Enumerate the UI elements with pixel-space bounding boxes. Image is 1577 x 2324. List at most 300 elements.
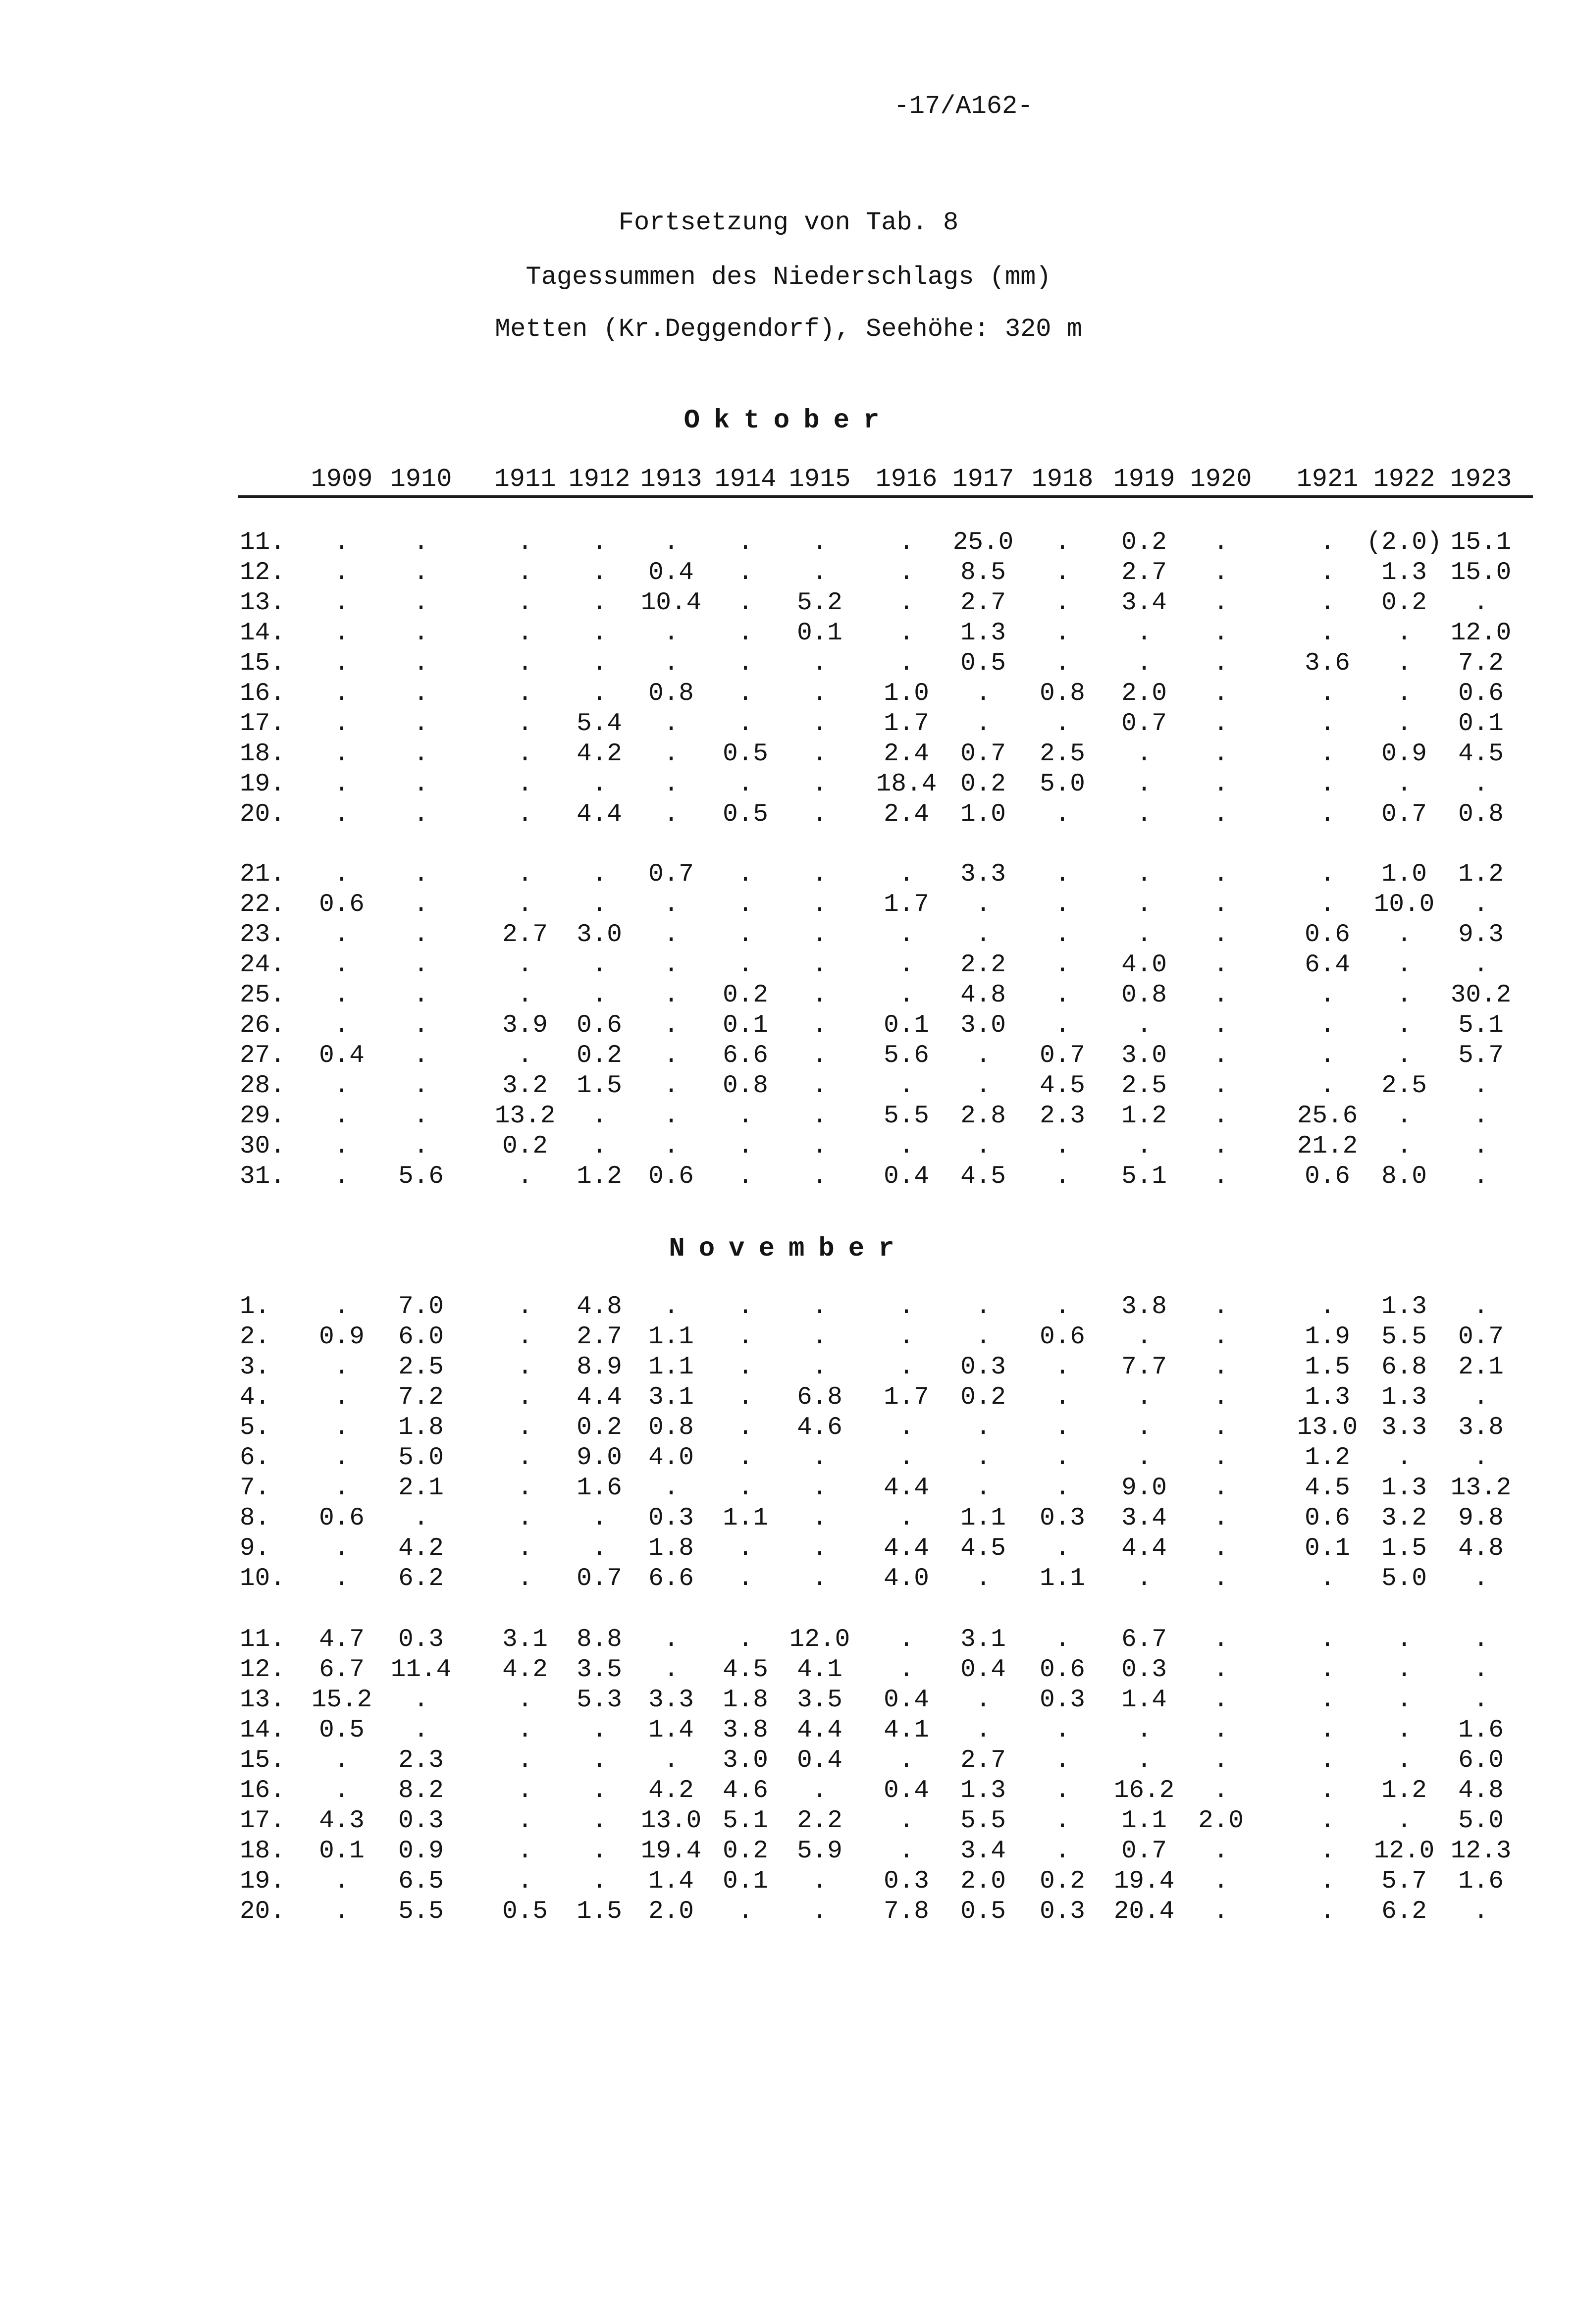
value-cell: . [1319, 891, 1335, 919]
value-cell: 25.6 [1297, 1102, 1358, 1130]
value-cell: . [1319, 1746, 1335, 1775]
value-cell: . [1213, 800, 1229, 829]
value-cell: . [413, 860, 429, 889]
value-cell: . [1213, 1716, 1229, 1744]
value-cell: . [1136, 770, 1152, 798]
value-cell: . [812, 1504, 828, 1532]
value-cell: . [812, 1102, 828, 1130]
value-cell: 0.4 [884, 1777, 929, 1805]
value-cell: 16.2 [1113, 1777, 1175, 1805]
value-cell: . [1473, 1132, 1489, 1161]
value-cell: . [334, 1534, 350, 1563]
day-label: 30. [240, 1132, 285, 1161]
value-cell: 6.7 [1121, 1626, 1167, 1654]
value-cell: . [517, 1474, 533, 1502]
value-cell: 20.4 [1113, 1898, 1175, 1926]
table-row [0, 739, 1577, 770]
value-cell: . [591, 1504, 607, 1532]
value-cell: 0.7 [1040, 1042, 1085, 1070]
table-row [0, 1382, 1577, 1413]
value-cell: . [1319, 1898, 1335, 1926]
value-cell: 4.5 [1040, 1072, 1085, 1100]
value-cell: . [517, 1746, 533, 1775]
value-cell: . [898, 619, 914, 647]
value-cell: . [1054, 1746, 1070, 1775]
value-cell: 6.2 [1381, 1898, 1427, 1926]
value-cell: 1.2 [577, 1162, 622, 1191]
value-cell: 7.8 [884, 1898, 929, 1926]
value-cell: 0.4 [797, 1746, 842, 1775]
value-cell: . [517, 981, 533, 1009]
value-cell: . [1136, 1011, 1152, 1040]
value-cell: . [975, 1474, 991, 1502]
value-cell: . [1054, 649, 1070, 678]
value-cell: 1.6 [1458, 1867, 1504, 1896]
value-cell: 8.9 [577, 1353, 622, 1381]
value-cell: . [1473, 1102, 1489, 1130]
table-subtitle: Tagessummen des Niederschlags (mm) [526, 263, 1051, 292]
table-row [0, 618, 1577, 649]
value-cell: . [737, 649, 753, 678]
value-cell: . [812, 528, 828, 557]
value-cell: 6.0 [1458, 1746, 1504, 1775]
value-cell: 5.7 [1381, 1867, 1427, 1896]
value-cell: 2.0 [1198, 1807, 1244, 1835]
value-cell: . [591, 981, 607, 1009]
value-cell: 0.5 [319, 1716, 365, 1744]
value-cell: 4.8 [1458, 1534, 1504, 1563]
day-label: 16. [240, 680, 285, 708]
value-cell: 1.7 [884, 891, 929, 919]
value-cell: . [1319, 1072, 1335, 1100]
value-cell: . [1396, 649, 1412, 678]
day-label: 21. [240, 860, 285, 889]
value-cell: . [334, 1353, 350, 1381]
value-cell: . [1213, 981, 1229, 1009]
value-cell: . [1396, 981, 1412, 1009]
value-cell: 4.5 [960, 1162, 1006, 1191]
value-cell: 10.4 [640, 589, 702, 617]
day-label: 5. [240, 1414, 270, 1442]
value-cell: 3.8 [1121, 1293, 1167, 1321]
value-cell: 4.5 [723, 1656, 768, 1684]
value-cell: . [1213, 1534, 1229, 1563]
value-cell: 6.8 [1381, 1353, 1427, 1381]
value-cell: . [663, 649, 679, 678]
value-cell: 1.3 [1381, 1293, 1427, 1321]
value-cell: . [1213, 528, 1229, 557]
value-cell: 0.7 [648, 860, 694, 889]
value-cell: . [334, 619, 350, 647]
value-cell: . [517, 1414, 533, 1442]
value-cell: 2.0 [960, 1867, 1006, 1896]
value-cell: 4.4 [884, 1474, 929, 1502]
year-1923: 1923 [1450, 465, 1512, 494]
value-cell: 0.3 [884, 1867, 929, 1896]
value-cell: . [1213, 1837, 1229, 1865]
year-1919: 1919 [1113, 465, 1175, 494]
value-cell: . [1054, 921, 1070, 949]
day-label: 27. [240, 1042, 285, 1070]
value-cell: 0.9 [398, 1837, 444, 1865]
value-cell: . [1319, 740, 1335, 768]
day-label: 20. [240, 800, 285, 829]
value-cell: . [1319, 710, 1335, 738]
value-cell: . [898, 528, 914, 557]
day-label: 10. [240, 1565, 285, 1593]
value-cell: 3.6 [1305, 649, 1350, 678]
value-cell: . [413, 921, 429, 949]
value-cell: . [334, 1293, 350, 1321]
value-cell: . [898, 1293, 914, 1321]
value-cell: 6.6 [723, 1042, 768, 1070]
value-cell: . [898, 1626, 914, 1654]
value-cell: 4.6 [797, 1414, 842, 1442]
value-cell: . [975, 1323, 991, 1351]
value-cell: . [1473, 589, 1489, 617]
value-cell: 2.3 [398, 1746, 444, 1775]
value-cell: . [737, 1102, 753, 1130]
table-row [0, 1473, 1577, 1504]
value-cell: . [1396, 1102, 1412, 1130]
value-cell: . [1136, 1383, 1152, 1412]
value-cell: . [334, 1777, 350, 1805]
table-row [0, 528, 1577, 558]
day-label: 15. [240, 1746, 285, 1775]
table-row [0, 950, 1577, 981]
value-cell: . [517, 1444, 533, 1472]
year-1920: 1920 [1190, 465, 1252, 494]
value-cell: . [413, 1011, 429, 1040]
value-cell: 4.0 [648, 1444, 694, 1472]
value-cell: . [663, 1474, 679, 1502]
value-cell: . [1213, 1414, 1229, 1442]
value-cell: . [1213, 680, 1229, 708]
value-cell: . [1213, 1686, 1229, 1714]
value-cell: . [1213, 951, 1229, 979]
table-row [0, 1443, 1577, 1474]
value-cell: . [413, 589, 429, 617]
table-row [0, 1503, 1577, 1534]
value-cell: . [1213, 619, 1229, 647]
value-cell: . [334, 1867, 350, 1896]
value-cell: 4.1 [884, 1716, 929, 1744]
value-cell: . [1213, 1323, 1229, 1351]
value-cell: 4.4 [1121, 1534, 1167, 1563]
table-row [0, 1866, 1577, 1897]
value-cell: . [1054, 528, 1070, 557]
value-cell: . [1319, 1042, 1335, 1070]
value-cell: 9.3 [1458, 921, 1504, 949]
value-cell: 2.7 [502, 921, 548, 949]
value-cell: . [663, 1293, 679, 1321]
value-cell: . [1213, 559, 1229, 587]
value-cell: 5.9 [797, 1837, 842, 1865]
value-cell: . [812, 1353, 828, 1381]
value-cell: 9.8 [1458, 1504, 1504, 1532]
value-cell: . [1213, 589, 1229, 617]
day-label: 7. [240, 1474, 270, 1502]
value-cell: 1.3 [1381, 1383, 1427, 1412]
value-cell: 1.5 [1381, 1534, 1427, 1563]
value-cell: . [663, 921, 679, 949]
year-1915: 1915 [788, 465, 851, 494]
value-cell: . [898, 981, 914, 1009]
value-cell: . [737, 921, 753, 949]
table-row [0, 1625, 1577, 1655]
value-cell: 1.0 [1381, 860, 1427, 889]
value-cell: 1.8 [648, 1534, 694, 1563]
value-cell: . [663, 891, 679, 919]
value-cell: . [413, 1716, 429, 1744]
value-cell: . [737, 1898, 753, 1926]
value-cell: 4.8 [960, 981, 1006, 1009]
value-cell: 4.3 [319, 1807, 365, 1835]
value-cell: . [812, 680, 828, 708]
value-cell: . [1319, 680, 1335, 708]
value-cell: 9.0 [577, 1444, 622, 1472]
value-cell: 0.6 [648, 1162, 694, 1191]
value-cell: 4.7 [319, 1626, 365, 1654]
value-cell: . [517, 951, 533, 979]
value-cell: . [517, 559, 533, 587]
value-cell: . [1054, 1132, 1070, 1161]
value-cell: 6.7 [319, 1656, 365, 1684]
value-cell: . [1213, 1072, 1229, 1100]
value-cell: . [1319, 1293, 1335, 1321]
value-cell: . [898, 1807, 914, 1835]
value-cell: . [737, 1474, 753, 1502]
value-cell: . [1213, 1474, 1229, 1502]
value-cell: 1.4 [1121, 1686, 1167, 1714]
value-cell: . [1396, 1626, 1412, 1654]
value-cell: . [1213, 1504, 1229, 1532]
value-cell: . [663, 1011, 679, 1040]
value-cell: 0.8 [1121, 981, 1167, 1009]
value-cell: . [663, 1072, 679, 1100]
value-cell: 0.4 [884, 1162, 929, 1191]
value-cell: . [334, 1162, 350, 1191]
value-cell: 3.3 [1381, 1414, 1427, 1442]
year-1918: 1918 [1031, 465, 1094, 494]
value-cell: 0.9 [1381, 740, 1427, 768]
day-label: 28. [240, 1072, 285, 1100]
value-cell: . [413, 981, 429, 1009]
value-cell: . [1473, 1565, 1489, 1593]
value-cell: . [591, 1837, 607, 1865]
value-cell: . [1136, 1323, 1152, 1351]
value-cell: 0.7 [1121, 710, 1167, 738]
value-cell: 25.0 [952, 528, 1014, 557]
value-cell: . [898, 1746, 914, 1775]
value-cell: 5.1 [723, 1807, 768, 1835]
value-cell: . [334, 528, 350, 557]
value-cell: 4.8 [1458, 1777, 1504, 1805]
day-label: 25. [240, 981, 285, 1009]
table-row [0, 1715, 1577, 1746]
value-cell: . [1213, 1565, 1229, 1593]
page-number: -17/A162- [894, 92, 1033, 121]
value-cell: . [898, 1444, 914, 1472]
value-cell: 4.4 [797, 1716, 842, 1744]
value-cell: 1.3 [960, 1777, 1006, 1805]
value-cell: . [737, 860, 753, 889]
value-cell: . [334, 589, 350, 617]
value-cell: 0.6 [319, 891, 365, 919]
value-cell: . [1396, 619, 1412, 647]
table-row [0, 1655, 1577, 1686]
value-cell: . [413, 559, 429, 587]
table-row [0, 1776, 1577, 1806]
value-cell: 0.5 [723, 800, 768, 829]
table-row [0, 588, 1577, 619]
value-cell: 4.2 [577, 740, 622, 768]
value-cell: 0.6 [577, 1011, 622, 1040]
value-cell: . [1396, 921, 1412, 949]
value-cell: 7.7 [1121, 1353, 1167, 1381]
table-row [0, 799, 1577, 830]
value-cell: 3.4 [960, 1837, 1006, 1865]
day-label: 29. [240, 1102, 285, 1130]
day-label: 17. [240, 710, 285, 738]
day-label: 15. [240, 649, 285, 678]
value-cell: . [1319, 559, 1335, 587]
value-cell: . [334, 1383, 350, 1412]
value-cell: 4.2 [502, 1656, 548, 1684]
table-row [0, 709, 1577, 739]
day-label: 13. [240, 1686, 285, 1714]
value-cell: 3.3 [648, 1686, 694, 1714]
value-cell: 3.3 [960, 860, 1006, 889]
value-cell: . [898, 1323, 914, 1351]
value-cell: . [663, 951, 679, 979]
value-cell: . [812, 559, 828, 587]
value-cell: . [334, 1565, 350, 1593]
day-label: 6. [240, 1444, 270, 1472]
value-cell: . [737, 710, 753, 738]
value-cell: 3.0 [723, 1746, 768, 1775]
value-cell: 12.3 [1450, 1837, 1512, 1865]
table-row [0, 1322, 1577, 1353]
value-cell: 0.3 [1040, 1686, 1085, 1714]
value-cell: . [334, 1474, 350, 1502]
value-cell: 0.6 [1458, 680, 1504, 708]
value-cell: 1.3 [1381, 559, 1427, 587]
year-1911: 1911 [494, 465, 556, 494]
table-row [0, 1162, 1577, 1192]
value-cell: . [413, 649, 429, 678]
value-cell: . [1319, 1686, 1335, 1714]
value-cell: 2.5 [1040, 740, 1085, 768]
value-cell: . [663, 1132, 679, 1161]
value-cell: . [1213, 1746, 1229, 1775]
value-cell: . [517, 1323, 533, 1351]
value-cell: . [1213, 921, 1229, 949]
value-cell: . [517, 1042, 533, 1070]
value-cell: (2.0) [1366, 528, 1442, 557]
value-cell: . [517, 1807, 533, 1835]
day-label: 9. [240, 1534, 270, 1563]
table-row [0, 679, 1577, 709]
table-row [0, 1131, 1577, 1162]
value-cell: . [1054, 981, 1070, 1009]
value-cell: . [898, 1656, 914, 1684]
value-cell: 6.2 [398, 1565, 444, 1593]
value-cell: 1.4 [648, 1867, 694, 1896]
value-cell: . [1054, 1011, 1070, 1040]
value-cell: . [1396, 1042, 1412, 1070]
value-cell: 1.4 [648, 1716, 694, 1744]
value-cell: . [1213, 1383, 1229, 1412]
value-cell: 5.5 [884, 1102, 929, 1130]
value-cell: . [737, 1414, 753, 1442]
value-cell: . [737, 1444, 753, 1472]
value-cell: . [1396, 1716, 1412, 1744]
value-cell: . [898, 1132, 914, 1161]
value-cell: . [1136, 1132, 1152, 1161]
table-row [0, 1292, 1577, 1322]
value-cell: 12.0 [1450, 619, 1512, 647]
value-cell: . [812, 1474, 828, 1502]
value-cell: . [663, 619, 679, 647]
value-cell: . [413, 528, 429, 557]
value-cell: 2.0 [1121, 680, 1167, 708]
value-cell: 0.4 [319, 1042, 365, 1070]
value-cell: . [663, 1042, 679, 1070]
value-cell: . [517, 649, 533, 678]
value-cell: . [975, 1042, 991, 1070]
value-cell: . [812, 800, 828, 829]
value-cell: 1.1 [648, 1353, 694, 1381]
value-cell: . [1136, 891, 1152, 919]
value-cell: . [1396, 680, 1412, 708]
value-cell: 13.0 [640, 1807, 702, 1835]
value-cell: . [1473, 1444, 1489, 1472]
value-cell: . [517, 1383, 533, 1412]
value-cell: . [1054, 589, 1070, 617]
year-1914: 1914 [714, 465, 777, 494]
value-cell: . [591, 589, 607, 617]
value-cell: . [334, 860, 350, 889]
value-cell: . [812, 1132, 828, 1161]
value-cell: . [517, 891, 533, 919]
value-cell: . [663, 981, 679, 1009]
value-cell: . [1054, 619, 1070, 647]
table-row [0, 1745, 1577, 1776]
value-cell: . [975, 680, 991, 708]
value-cell: . [975, 710, 991, 738]
value-cell: 1.3 [960, 619, 1006, 647]
value-cell: 1.1 [1040, 1565, 1085, 1593]
value-cell: 0.2 [577, 1042, 622, 1070]
value-cell: 3.1 [960, 1626, 1006, 1654]
value-cell: 19.4 [640, 1837, 702, 1865]
value-cell: 5.1 [1458, 1011, 1504, 1040]
value-cell: 8.0 [1381, 1162, 1427, 1191]
value-cell: 0.1 [319, 1837, 365, 1865]
table-row [0, 769, 1577, 800]
value-cell: . [334, 1898, 350, 1926]
value-cell: . [1396, 1807, 1412, 1835]
value-cell: 5.0 [398, 1444, 444, 1472]
value-cell: 4.8 [577, 1293, 622, 1321]
value-cell: 0.3 [1040, 1898, 1085, 1926]
value-cell: . [413, 1686, 429, 1714]
value-cell: . [898, 1072, 914, 1100]
value-cell: . [812, 921, 828, 949]
value-cell: . [812, 1072, 828, 1100]
value-cell: . [1396, 1656, 1412, 1684]
